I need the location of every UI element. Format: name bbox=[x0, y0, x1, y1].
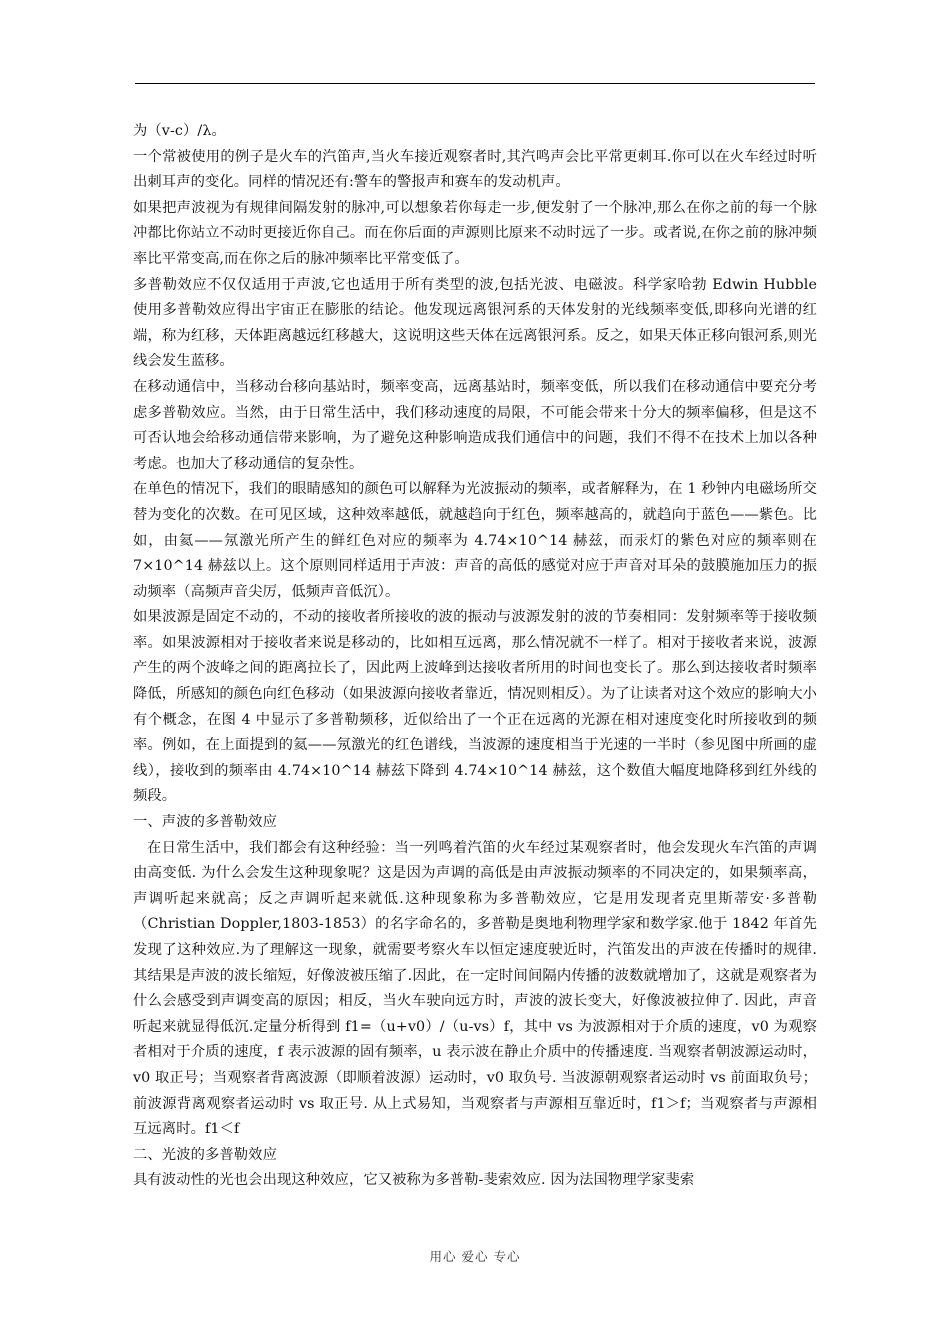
paragraph-train-whistle: 一个常被使用的例子是火车的汽笛声,当火车接近观察者时,其汽鸣声会比平常更刺耳.你可以在火车经过时听出刺耳声的变化。同样的情况还有:警车的警报声和赛车的发动机声。 bbox=[133, 148, 817, 191]
paragraph-light-doppler: 具有波动性的光也会出现这种效应，它又被称为多普勒-斐索效应. 因为法国物理学家斐索 bbox=[133, 1172, 695, 1189]
page-footer: 用心 爱心 专心 bbox=[429, 1249, 521, 1264]
paragraph-pulse-analogy: 如果把声波视为有规律间隔发射的脉冲,可以想象若你每走一步,便发射了一个脉冲,那么在你之前的每一个脉冲都比你站立不动时更接近你自己。而在你后面的声源则比原来不动时远了一步。或者说,在你之前的脉冲频率比平常变高,而在你之后的脉冲频率比平常变低了。 bbox=[133, 199, 817, 267]
paragraph-sound-doppler: 在日常生活中，我们都会有这种经验：当一列鸣着汽笛的火车经过某观察者时，他会发现火车汽笛的声调由高变低. 为什么会发生这种现象呢？这是因为声调的高低是由声波振动频率的不同决定的，如果频率高，声调听起来就高；反之声调听起来就低.这种现象称为多普勒效应，它是用发现者克里斯蒂安·多普勒（Christian Doppler,1803-1853）的名字命名的，多普勒是奥地利物理学家和数学家.他于 1842 年首先发现了这种效应.为了理解这一现象，就需要考察火车以恒定速度驶近时，汽笛发出的声波在传播时的规律.其结果是声波的波长缩短，好像波被压缩了.因此，在一定时间间隔内传播的波数就增加了，这就是观察者为什么会感受到声调变高的原因；相反，当火车驶向远方时，声波的波长变大，好像波被拉伸了. 因此，声音听起来就显得低沉.定量分析得到 f1=（u+v0）/（u-vs）f，其中 vs 为波源相对于介质的速度，v0 为观察者相对于介质的速度，f 表示波源的固有频率，u 表示波在静止介质中的传播速度. 当观察者朝波源运动时，v0 取正号；当观察者背离波源（即顺着波源）运动时，v0 取负号. 当波源朝观察者运动时 vs 前面取负号；前波源背离观察者运动时 vs 取正号. 从上式易知，当观察者与声源相互靠近时，f1＞f；当观察者与声源相互远离时。f1＜f bbox=[133, 839, 817, 1138]
section-heading-light-doppler: 二、光波的多普勒效应 bbox=[133, 1146, 277, 1163]
section-heading-sound-doppler: 一、声波的多普勒效应 bbox=[133, 814, 277, 831]
paragraph-color-frequency: 在单色的情况下，我们的眼睛感知的颜色可以解释为光波振动的频率，或者解释为，在 1 秒钟内电磁场所交替为变化的次数。在可见区域，这种效率越低，就越趋向于红色，频率越高的，就趋向于蓝色——紫色。比如，由氦——氖激光所产生的鲜红色对应的频率为 4.74×10^14 赫兹，而汞灯的紫色对应的频率则在 7×10^14 赫兹以上。这个原则同样适用于声波：声音的高低的感觉对应于声音对耳朵的鼓膜施加压力的振动频率（高频声音尖厉，低频声音低沉）。 bbox=[133, 481, 817, 600]
paragraph-moving-source: 如果波源是固定不动的，不动的接收者所接收的波的振动与波源发射的波的节奏相同：发射频率等于接收频率。如果波源相对于接收者来说是移动的，比如相互远离，那么情况就不一样了。相对于接收者来说，波源产生的两个波峰之间的距离拉长了，因此两上波峰到达接收者所用的时间也变长了。那么到达接收者时频率降低，所感知的颜色向红色移动（如果波源向接收者靠近，情况则相反）。为了让读者对这个效应的影响大小有个概念，在图 4 中显示了多普勒频移，近似给出了一个正在远离的光源在相对速度变化时所接收到的频率。例如，在上面提到的氦——氖激光的红色谱线，当波源的速度相当于光速的一半时（参见图中所画的虚线），接收到的频率由 4.74×10^14 赫兹下降到 4.74×10^14 赫兹，这个数值大幅度地降移到红外线的频段。 bbox=[133, 609, 817, 805]
paragraph-mobile-communication: 在移动通信中，当移动台移向基站时，频率变高，远离基站时，频率变低，所以我们在移动通信中要充分考虑多普勒效应。当然，由于日常生活中，我们移动速度的局限，不可能会带来十分大的频率偏移，但是这不可否认地会给移动通信带来影响，为了避免这种影响造成我们通信中的问题，我们不得不在技术上加以各种考虑。也加大了移动通信的复杂性。 bbox=[133, 378, 817, 472]
paragraph-hubble-redshift: 多普勒效应不仅仅适用于声波,它也适用于所有类型的波,包括光波、电磁波。科学家哈勃 Edwin Hubble 使用多普勒效应得出宇宙正在膨胀的结论。他发现远离银河系的天体发射的光线频率变低,即移向光谱的红端，称为红移，天体距离越远红移越大，这说明这些天体在远离银河系。反之，如果天体正移向银河系,则光线会发生蓝移。 bbox=[133, 276, 817, 370]
paragraph-formula-tail: 为（v-c）/λ。 bbox=[133, 123, 226, 139]
document-body bbox=[133, 119, 817, 1194]
header-rule bbox=[135, 83, 815, 84]
